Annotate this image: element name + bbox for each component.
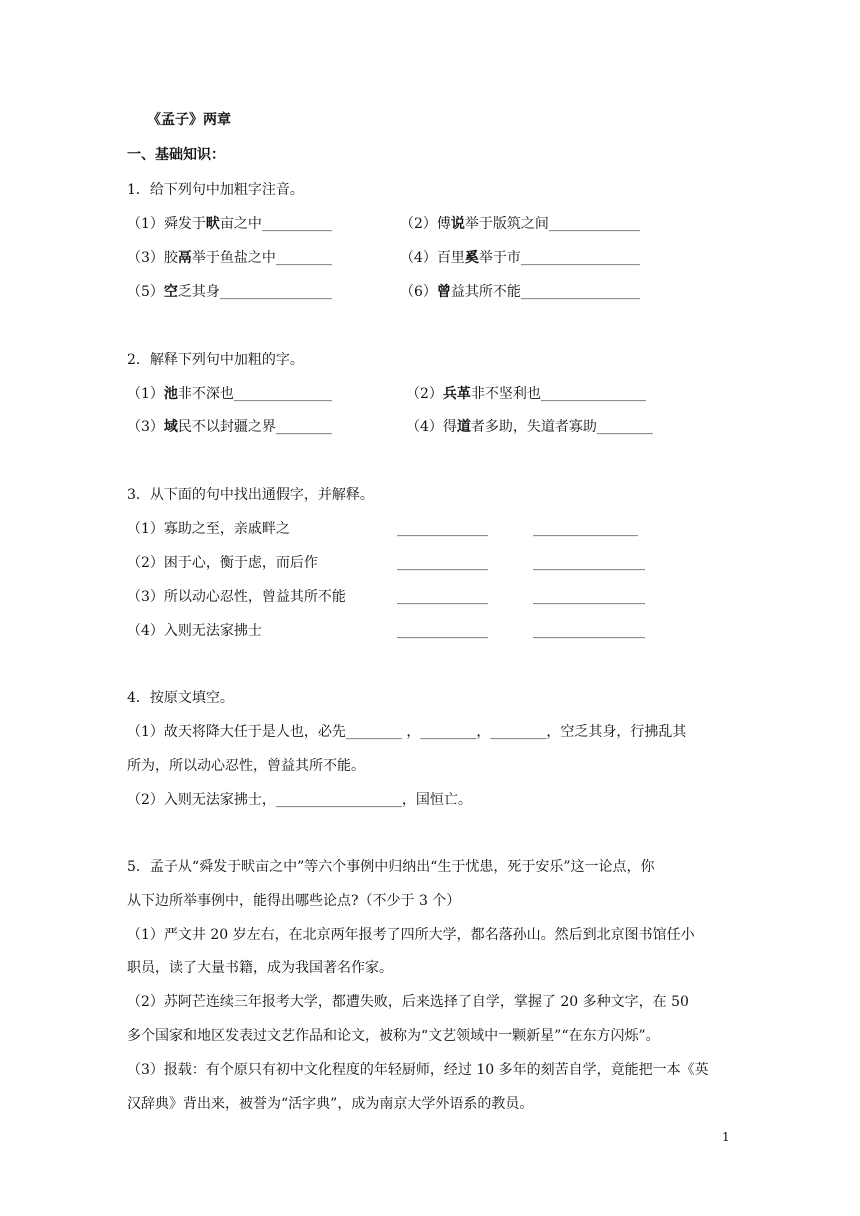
q5-example-1-line-1: （1）严文井 20 岁左右，在北京两年报考了四所大学，都名落孙山。然后到北京图书馆任小 <box>127 927 695 943</box>
q5-example-3-line-2: 汉辞典》背出来，被誉为“活字典”，成为南京大学外语系的教员。 <box>127 1096 534 1112</box>
q1-item-5: （5）空乏其身________________ <box>127 284 332 300</box>
q4-stem: 4．按原文填空。 <box>127 690 234 706</box>
q4-line-3: （2）入则无法家拂士，__________________，国恒亡。 <box>127 792 472 808</box>
q3-stem: 3．从下面的句中找出通假字，并解释。 <box>127 487 374 503</box>
q1-item-2: （2）傅说举于版筑之间_____________ <box>400 216 640 232</box>
q4-line-1: （1）故天将降大任于是人也，必先________ ，________，________，空乏其身，行拂乱其 <box>127 724 687 740</box>
q5-example-2-line-2: 多个国家和地区发表过文艺作品和论文，被称为“文艺领域中一颗新星”“在东方闪烁”。 <box>127 1028 660 1044</box>
q3-item-1-blank-char: _____________ <box>397 521 488 537</box>
q3-item-4-blank-char: _____________ <box>397 623 488 639</box>
q1-item-3: （3）胶鬲举于鱼盐之中________ <box>127 250 332 266</box>
q3-item-3-text: （3）所以动心忍性，曾益其所不能 <box>127 589 346 605</box>
doc-title: 《孟子》两章 <box>147 112 231 128</box>
q3-item-4-blank-meaning: ________________ <box>533 623 645 639</box>
q2-stem: 2．解释下列句中加粗的字。 <box>127 352 304 368</box>
q4-line-2: 所为，所以动心忍性，曾益其所不能。 <box>127 758 365 774</box>
q2-item-1: （1）池非不深也______________ <box>127 386 332 402</box>
q2-item-2: （2）兵革非不坚利也_______________ <box>406 386 646 402</box>
q3-item-1-text: （1）寡助之至，亲戚畔之 <box>127 521 290 537</box>
q3-item-1-blank-meaning: _______________ <box>533 521 638 537</box>
q3-item-4-text: （4）入则无法家拂士 <box>127 623 262 639</box>
q2-item-3: （3）域民不以封疆之界________ <box>127 419 332 435</box>
section-heading-basics: 一、基础知识： <box>127 147 225 163</box>
q2-item-4: （4）得道者多助，失道者寡助________ <box>406 419 653 435</box>
q5-stem-line-2: 从下边所举事例中，能得出哪些论点?（不少于 3 个） <box>127 893 461 909</box>
q3-item-3-blank-char: _____________ <box>397 589 488 605</box>
q3-item-2-blank-meaning: ________________ <box>533 555 645 571</box>
q5-stem-line-1: 5．孟子从“舜发于畎亩之中”等六个事例中归纳出“生于忧患，死于安乐”这一论点，你 <box>127 859 655 875</box>
q3-item-3-blank-meaning: ________________ <box>533 589 645 605</box>
q5-example-1-line-2: 职员，读了大量书籍，成为我国著名作家。 <box>127 960 393 976</box>
q1-stem: 1．给下列句中加粗字注音。 <box>127 182 304 198</box>
q5-example-3-line-1: （3）报载：有个原只有初中文化程度的年轻厨师，经过 10 多年的刻苦自学，竟能把一本《英 <box>127 1062 709 1078</box>
q1-item-1: （1）舜发于畎亩之中__________ <box>127 216 332 232</box>
q5-example-2-line-1: （2）苏阿芒连续三年报考大学，都遭失败，后来选择了自学，掌握了 20 多种文字，在 50 <box>127 994 689 1010</box>
page-number: 1 <box>722 1130 730 1144</box>
q3-item-2-blank-char: _____________ <box>397 555 488 571</box>
q3-item-2-text: （2）困于心，衡于虑，而后作 <box>127 555 318 571</box>
q1-item-4: （4）百里奚举于市_________________ <box>400 250 640 266</box>
q1-item-6: （6）曾益其所不能_________________ <box>400 284 640 300</box>
